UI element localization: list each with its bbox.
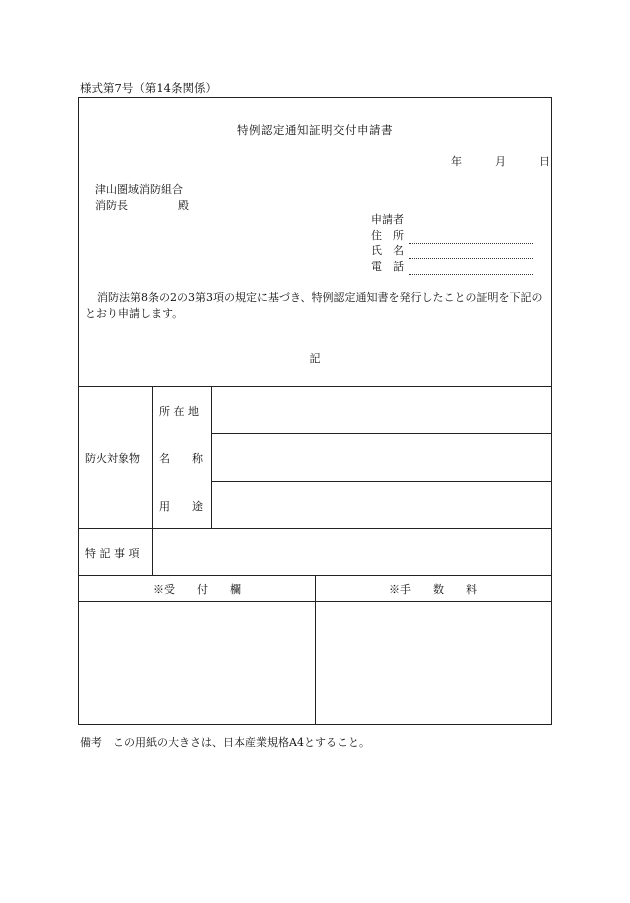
addressee-honorific: 殿 — [178, 199, 189, 212]
col-rule-3 — [315, 575, 316, 725]
addressee-block — [95, 182, 189, 214]
use-label: 用 途 — [159, 500, 203, 513]
addressee-title: 消防長 — [95, 199, 128, 212]
applicant-phone-field[interactable] — [409, 262, 533, 275]
form-number: 様式第7号（第14条関係） — [80, 81, 217, 95]
applicant-phone-label: 電 話 — [371, 259, 404, 273]
fee-column-label: ※手 数 料 — [389, 583, 477, 596]
year-label: 年 — [451, 155, 462, 168]
table-top-rule — [79, 386, 551, 387]
fire-object-label: 防火対象物 — [85, 452, 140, 465]
row-rule-3 — [79, 528, 551, 529]
row-rule-1 — [211, 433, 551, 434]
applicant-name-row — [371, 244, 533, 260]
ki-heading: 記 — [309, 352, 321, 365]
col-rule-2 — [211, 386, 212, 528]
request-statement: 消防法第8条の2の3第3項の規定に基づき、特例認定通知書を発行したことの証明を下記のとおり申請します。 — [85, 291, 543, 320]
applicant-name-label: 氏 名 — [371, 244, 404, 257]
addressee-organization: 津山圏域消防組合 — [95, 183, 183, 196]
applicant-name-field[interactable] — [409, 246, 533, 259]
date-line — [451, 153, 550, 169]
form-title: 特例認定通知証明交付申請書 — [237, 123, 393, 137]
row-rule-2 — [211, 481, 551, 482]
col-rule-1 — [152, 386, 153, 575]
reception-column-label: ※受 付 欄 — [153, 583, 241, 596]
location-label: 所 在 地 — [159, 405, 199, 418]
applicant-block — [371, 212, 533, 275]
applicant-heading: 申請者 — [371, 213, 404, 226]
name-label: 名 称 — [159, 452, 203, 465]
applicant-address-row — [371, 228, 533, 244]
application-form-frame — [78, 97, 552, 725]
applicant-address-label: 住 所 — [371, 228, 404, 242]
special-notes-label: 特 記 事 項 — [85, 547, 140, 560]
addressee-title-line — [95, 198, 189, 214]
applicant-address-field[interactable] — [409, 231, 533, 244]
month-label: 月 — [495, 155, 506, 168]
remarks-note: 備考 この用紙の大きさは、日本産業規格A4とすること。 — [80, 736, 370, 749]
applicant-phone-row — [371, 259, 533, 275]
day-label: 日 — [539, 155, 550, 168]
